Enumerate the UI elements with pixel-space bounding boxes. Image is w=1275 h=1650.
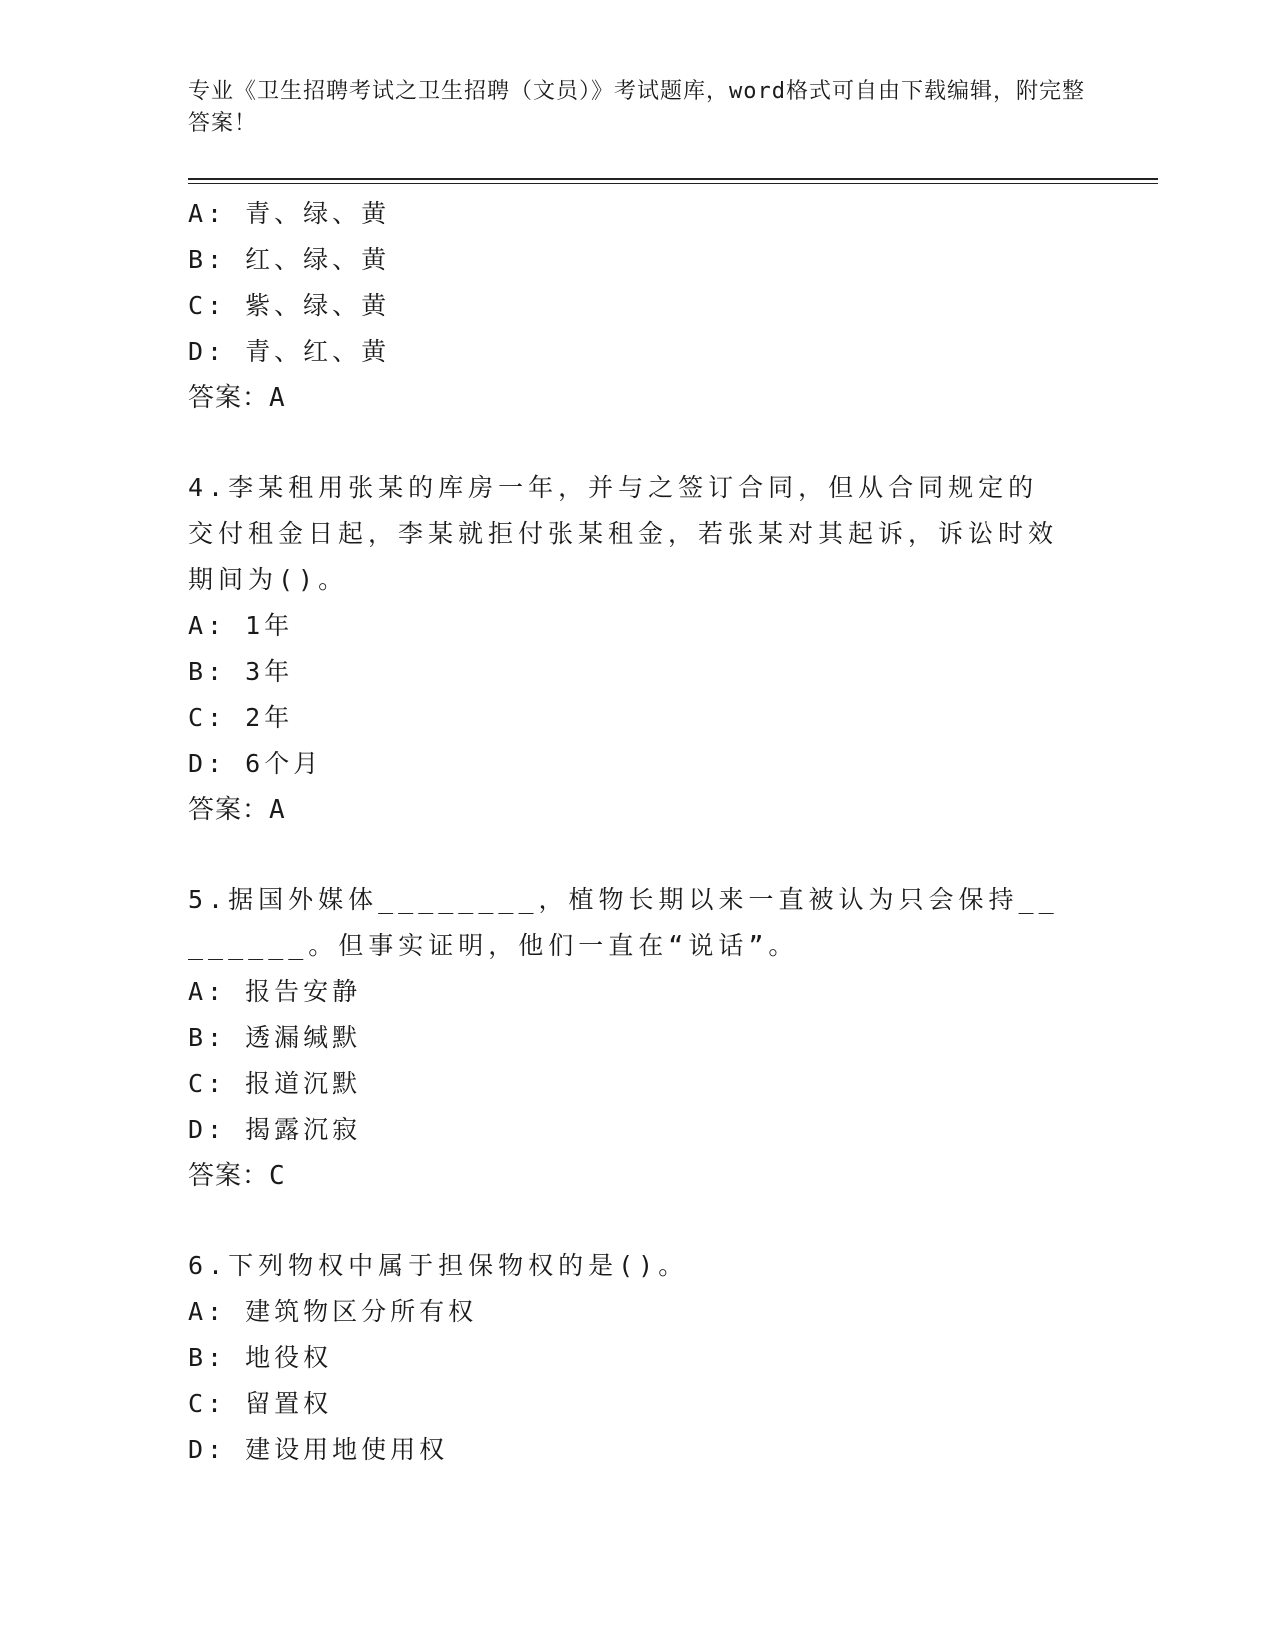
option-c: C: 报道沉默 <box>188 1069 362 1098</box>
question-stem: 6.下列物权中属于担保物权的是()。 <box>188 1251 689 1280</box>
option-d: D: 建设用地使用权 <box>188 1435 449 1464</box>
header-rule-thin <box>188 183 1158 184</box>
option-a: A: 1年 <box>188 611 294 640</box>
header-rule-thick <box>188 178 1158 180</box>
option-d: D: 6个月 <box>188 749 323 778</box>
document-header: 专业《卫生招聘考试之卫生招聘（文员）》考试题库，word格式可自由下载编辑，附完整答案！ <box>188 79 1085 136</box>
option-c: C: 2年 <box>188 703 294 732</box>
answer: 答案：A <box>188 795 286 825</box>
option-b: B: 地役权 <box>188 1343 333 1372</box>
option-d: D: 揭露沉寂 <box>188 1115 362 1144</box>
option-d: D: 青、红、黄 <box>188 337 391 366</box>
option-c: C: 紫、绿、黄 <box>188 291 391 320</box>
question-4 <box>188 465 1088 833</box>
option-b: B: 3年 <box>188 657 294 686</box>
question-list <box>188 191 1088 1473</box>
question-3 <box>188 191 1088 421</box>
option-a: A: 报告安静 <box>188 977 362 1006</box>
option-a: A: 青、绿、黄 <box>188 199 391 228</box>
option-b: B: 红、绿、黄 <box>188 245 391 274</box>
option-c: C: 留置权 <box>188 1389 333 1418</box>
answer: 答案：A <box>188 383 286 413</box>
option-b: B: 透漏缄默 <box>188 1023 362 1052</box>
question-6 <box>188 1243 1088 1473</box>
question-stem: 4.李某租用张某的库房一年，并与之签订合同，但从合同规定的交付租金日起，李某就拒付张某租金，若张某对其起诉，诉讼时效期间为()。 <box>188 473 1059 594</box>
question-stem: 5.据国外媒体________，植物长期以来一直被认为只会保持________。但事实证明，他们一直在“说话”。 <box>188 885 1059 960</box>
option-a: A: 建筑物区分所有权 <box>188 1297 478 1326</box>
question-5 <box>188 877 1088 1199</box>
answer: 答案：C <box>188 1161 286 1191</box>
